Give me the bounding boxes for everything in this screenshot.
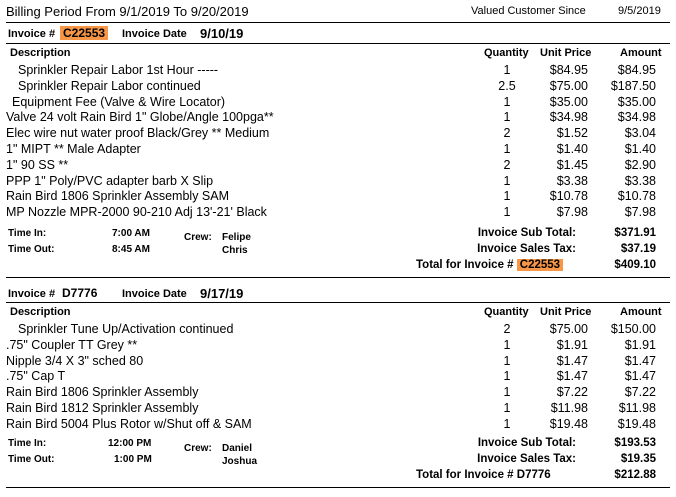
line-item-description: Sprinkler Repair Labor continued bbox=[18, 78, 201, 93]
column-amount: Amount bbox=[620, 306, 662, 318]
line-item-description: Rain Bird 1812 Sprinkler Assembly bbox=[6, 401, 199, 415]
crew-member-1: Daniel bbox=[222, 443, 253, 454]
column-description: Description bbox=[10, 306, 71, 318]
column-description: Description bbox=[10, 47, 71, 59]
line-item-row bbox=[0, 417, 676, 433]
line-item-amount: $150.00 bbox=[610, 322, 656, 336]
line-item-quantity: 1 bbox=[503, 205, 511, 220]
line-item-description: Rain Bird 5004 Plus Rotor w/Shut off & SAM bbox=[6, 416, 252, 431]
time-out-label: Time Out: bbox=[8, 244, 55, 255]
sub-total-label: Invoice Sub Total: bbox=[477, 437, 576, 449]
line-item-unit-price: $35.00 bbox=[549, 94, 588, 109]
column-unit-price: Unit Price bbox=[540, 306, 592, 318]
line-item-row bbox=[0, 385, 676, 401]
invoice-divider bbox=[6, 302, 670, 303]
invoice-date: 9/17/19 bbox=[200, 286, 244, 301]
column-amount: Amount bbox=[620, 47, 662, 59]
line-item-quantity: 1 bbox=[503, 337, 511, 352]
invoice-number-label: Invoice # bbox=[8, 288, 56, 300]
line-item-amount: $3.38 bbox=[624, 173, 656, 188]
sub-total-value: $371.91 bbox=[614, 227, 656, 239]
line-item-quantity: 1 bbox=[503, 142, 511, 156]
time-out-value: 8:45 AM bbox=[112, 244, 150, 255]
line-item-quantity: 1 bbox=[503, 385, 511, 400]
line-item-description: Sprinkler Tune Up/Activation continued bbox=[18, 322, 234, 336]
line-item-amount: $187.50 bbox=[610, 78, 656, 93]
invoice-total-number: D7776 bbox=[516, 469, 551, 481]
time-in-label: Time In: bbox=[8, 228, 47, 239]
line-item-row bbox=[0, 110, 676, 126]
line-item-unit-price: $84.95 bbox=[549, 63, 588, 77]
line-item-unit-price: $3.38 bbox=[556, 173, 588, 188]
line-item-amount: $34.98 bbox=[617, 110, 656, 125]
invoice-date: 9/10/19 bbox=[200, 26, 244, 41]
line-item-row bbox=[0, 338, 676, 354]
invoice-number-value: C22553 bbox=[60, 26, 108, 40]
line-item-amount: $10.78 bbox=[617, 189, 656, 204]
line-item-quantity: 2 bbox=[503, 157, 511, 172]
invoice-date-label: Invoice Date bbox=[122, 288, 187, 300]
footer-divider bbox=[6, 487, 670, 488]
line-item-description: Elec wire nut water proof Black/Grey ** Medium bbox=[6, 126, 270, 141]
line-item-description: Sprinkler Repair Labor 1st Hour ----- bbox=[18, 63, 219, 77]
line-item-unit-price: $1.40 bbox=[556, 142, 588, 156]
line-item-row bbox=[0, 189, 676, 205]
line-item-description: Valve 24 volt Rain Bird 1" Globe/Angle 100pga** bbox=[6, 110, 274, 125]
sub-total-value: $193.53 bbox=[614, 437, 656, 449]
line-item-row bbox=[0, 322, 676, 338]
line-item-unit-price: $19.48 bbox=[549, 416, 588, 431]
line-item-quantity: 2.5 bbox=[498, 78, 516, 93]
line-item-row bbox=[0, 63, 676, 79]
line-item-amount: $84.95 bbox=[617, 63, 656, 77]
column-unit-price: Unit Price bbox=[540, 47, 592, 59]
line-item-amount: $7.98 bbox=[624, 205, 656, 220]
invoice-total-number: C22553 bbox=[517, 259, 563, 271]
line-item-amount: $1.47 bbox=[624, 369, 656, 384]
line-item-quantity: 1 bbox=[503, 416, 511, 431]
header-divider bbox=[6, 22, 670, 23]
time-in-value: 12:00 PM bbox=[108, 438, 152, 449]
line-item-description: .75" Coupler TT Grey ** bbox=[6, 337, 138, 352]
invoice-date-label: Invoice Date bbox=[122, 28, 187, 40]
crew-member-2: Chris bbox=[222, 245, 248, 256]
line-item-description: MP Nozzle MPR-2000 90-210 Adj 13'-21' Black bbox=[6, 205, 267, 220]
line-item-row bbox=[0, 205, 676, 221]
invoice-total-value: $409.10 bbox=[614, 259, 656, 271]
line-item-unit-price: $75.00 bbox=[549, 78, 588, 93]
invoice-total-label bbox=[416, 469, 551, 481]
customer-since-date: 9/5/2019 bbox=[618, 5, 661, 17]
line-item-quantity: 1 bbox=[503, 369, 511, 384]
line-item-quantity: 1 bbox=[503, 189, 511, 204]
invoice-total-label bbox=[416, 259, 563, 271]
column-quantity: Quantity bbox=[484, 47, 529, 59]
line-item-row bbox=[0, 126, 676, 142]
sales-tax-label: Invoice Sales Tax: bbox=[477, 243, 576, 255]
line-item-unit-price: $1.91 bbox=[556, 337, 588, 352]
line-item-description: .75" Cap T bbox=[6, 369, 66, 384]
line-item-row bbox=[0, 95, 676, 111]
time-in-label: Time In: bbox=[8, 438, 47, 449]
column-quantity: Quantity bbox=[484, 306, 529, 318]
crew-label: Crew: bbox=[184, 443, 212, 454]
line-item-amount: $19.48 bbox=[617, 416, 656, 431]
section-divider bbox=[6, 277, 670, 278]
invoice-number bbox=[60, 26, 108, 40]
billing-period: Billing Period From 9/1/2019 To 9/20/2019 bbox=[6, 4, 249, 19]
sales-tax-label: Invoice Sales Tax: bbox=[477, 453, 576, 465]
line-item-amount: $7.22 bbox=[624, 385, 656, 400]
line-item-description: 1" 90 SS ** bbox=[6, 157, 69, 172]
line-item-amount: $11.98 bbox=[618, 401, 656, 415]
line-item-description: Rain Bird 1806 Sprinkler Assembly SAM bbox=[6, 189, 230, 204]
line-item-description: Rain Bird 1806 Sprinkler Assembly bbox=[6, 385, 199, 400]
sub-total-label: Invoice Sub Total: bbox=[477, 227, 576, 239]
line-item-unit-price: $1.52 bbox=[556, 126, 588, 141]
line-item-quantity: 2 bbox=[503, 322, 511, 336]
invoice-number-value: D7776 bbox=[62, 286, 98, 300]
time-in-value: 7:00 AM bbox=[112, 228, 150, 239]
line-item-unit-price: $7.98 bbox=[556, 205, 588, 220]
line-item-unit-price: $7.22 bbox=[556, 385, 588, 400]
line-item-amount: $35.00 bbox=[617, 94, 656, 109]
line-item-amount: $3.04 bbox=[624, 126, 656, 141]
line-item-quantity: 1 bbox=[503, 401, 511, 415]
line-item-unit-price: $34.98 bbox=[549, 110, 588, 125]
line-item-unit-price: $10.78 bbox=[549, 189, 588, 204]
line-item-row bbox=[0, 401, 676, 417]
line-item-quantity: 2 bbox=[503, 126, 511, 141]
line-item-unit-price: $75.00 bbox=[549, 322, 588, 336]
time-out-label: Time Out: bbox=[8, 454, 55, 465]
line-item-amount: $1.91 bbox=[624, 337, 656, 352]
line-item-row bbox=[0, 79, 676, 95]
invoice-number-label: Invoice # bbox=[8, 28, 56, 40]
line-item-row bbox=[0, 142, 676, 158]
line-item-quantity: 1 bbox=[503, 63, 511, 77]
invoice-total-prefix: Total for Invoice # bbox=[416, 259, 514, 271]
line-item-row bbox=[0, 158, 676, 174]
line-item-quantity: 1 bbox=[503, 110, 511, 125]
invoice-divider bbox=[6, 43, 670, 44]
sales-tax-value: $37.19 bbox=[620, 243, 656, 255]
line-item-description: 1" MIPT ** Male Adapter bbox=[6, 142, 141, 156]
line-item-row bbox=[0, 174, 676, 190]
line-item-description: Nipple 3/4 X 3" sched 80 bbox=[6, 353, 144, 368]
invoice-total-value: $212.88 bbox=[614, 469, 656, 481]
line-item-row bbox=[0, 354, 676, 370]
crew-member-1: Felipe bbox=[222, 232, 251, 243]
line-item-quantity: 1 bbox=[503, 353, 511, 368]
line-item-description: Equipment Fee (Valve & Wire Locator) bbox=[12, 94, 226, 109]
line-item-quantity: 1 bbox=[503, 173, 511, 188]
line-item-quantity: 1 bbox=[503, 94, 511, 109]
invoice-total-prefix: Total for Invoice # bbox=[416, 469, 514, 481]
line-item-unit-price: $1.47 bbox=[556, 369, 588, 384]
sales-tax-value: $19.35 bbox=[620, 453, 656, 465]
line-item-description: PPP 1" Poly/PVC adapter barb X Slip bbox=[6, 173, 214, 188]
line-item-amount: $2.90 bbox=[624, 157, 656, 172]
crew-label: Crew: bbox=[184, 232, 212, 243]
line-item-unit-price: $1.47 bbox=[556, 353, 588, 368]
line-item-row bbox=[0, 369, 676, 385]
line-item-unit-price: $1.45 bbox=[556, 157, 588, 172]
crew-member-2: Joshua bbox=[222, 456, 258, 467]
customer-since-label: Valued Customer Since bbox=[471, 5, 586, 17]
line-item-amount: $1.47 bbox=[624, 353, 656, 368]
line-item-amount: $1.40 bbox=[624, 142, 656, 156]
line-item-unit-price: $11.98 bbox=[550, 401, 588, 415]
time-out-value: 1:00 PM bbox=[114, 454, 152, 465]
